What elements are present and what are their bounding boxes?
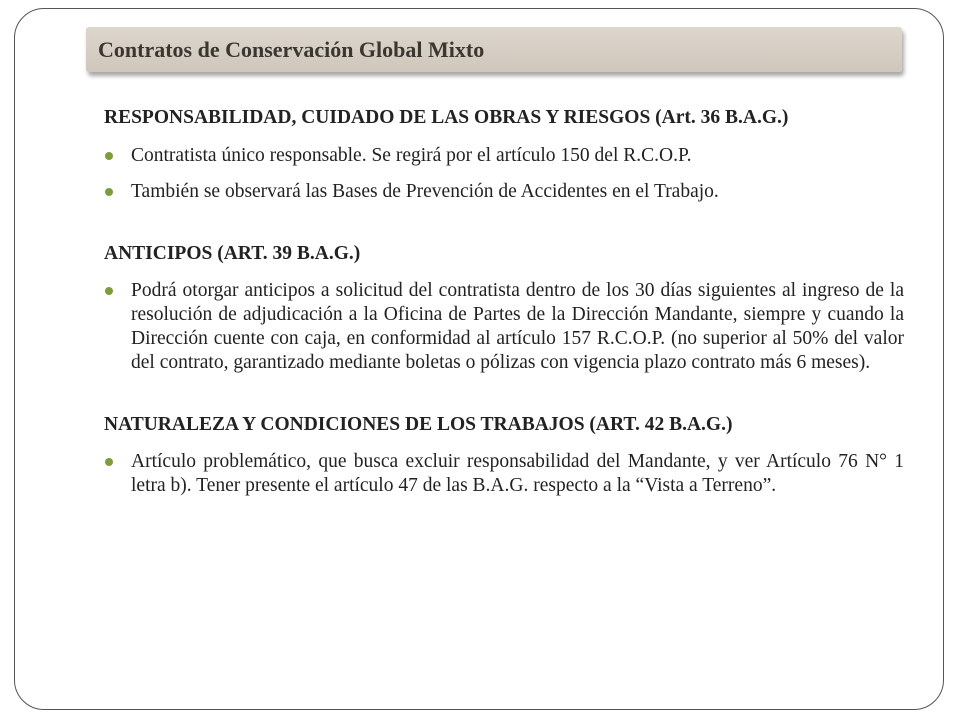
section-heading-naturaleza: NATURALEZA Y CONDICIONES DE LOS TRABAJOS (ART. 42 B.A.G.) — [104, 414, 733, 435]
bullet-item — [104, 279, 904, 375]
slide-content — [104, 106, 904, 498]
bullet-text: Podrá otorgar anticipos a solicitud del contratista dentro de los 30 días siguientes al ingreso de la resolución de adjudicación a la Oficina de Partes de la Dirección Mandante, siempre y cuando la Dirección cuente con caja, en conformidad al artículo 157 R.C.O.P. (no superior al 50% del valor del contrato, garantizado mediante boletas o pólizas con vigencia plazo contrato más 6 meses). — [131, 280, 904, 373]
bullet-item — [104, 180, 904, 204]
bullet-item — [104, 450, 904, 498]
bullet-text: Artículo problemático, que busca excluir responsabilidad del Mandante, y ver Artículo 76 N° 1 letra b). Tener presente el artículo 47 de las B.A.G. respecto a la “Vista a Terreno”. — [131, 451, 904, 496]
bullet-dot-icon — [105, 188, 113, 196]
bullet-item — [104, 144, 904, 168]
title-banner — [86, 27, 902, 72]
slide-title: Contratos de Conservación Global Mixto — [98, 36, 485, 62]
bullet-text: Contratista único responsable. Se regirá por el artículo 150 del R.C.O.P. — [131, 145, 692, 166]
bullet-dot-icon — [105, 458, 113, 466]
bullet-text: También se observará las Bases de Prevención de Accidentes en el Trabajo. — [131, 181, 719, 202]
section-heading-responsabilidad: RESPONSABILIDAD, CUIDADO DE LAS OBRAS Y RIESGOS (Art. 36 B.A.G.) — [104, 107, 789, 128]
bullet-dot-icon — [105, 287, 113, 295]
bullet-dot-icon — [105, 152, 113, 160]
section-heading-anticipos: ANTICIPOS (ART. 39 B.A.G.) — [104, 243, 361, 264]
